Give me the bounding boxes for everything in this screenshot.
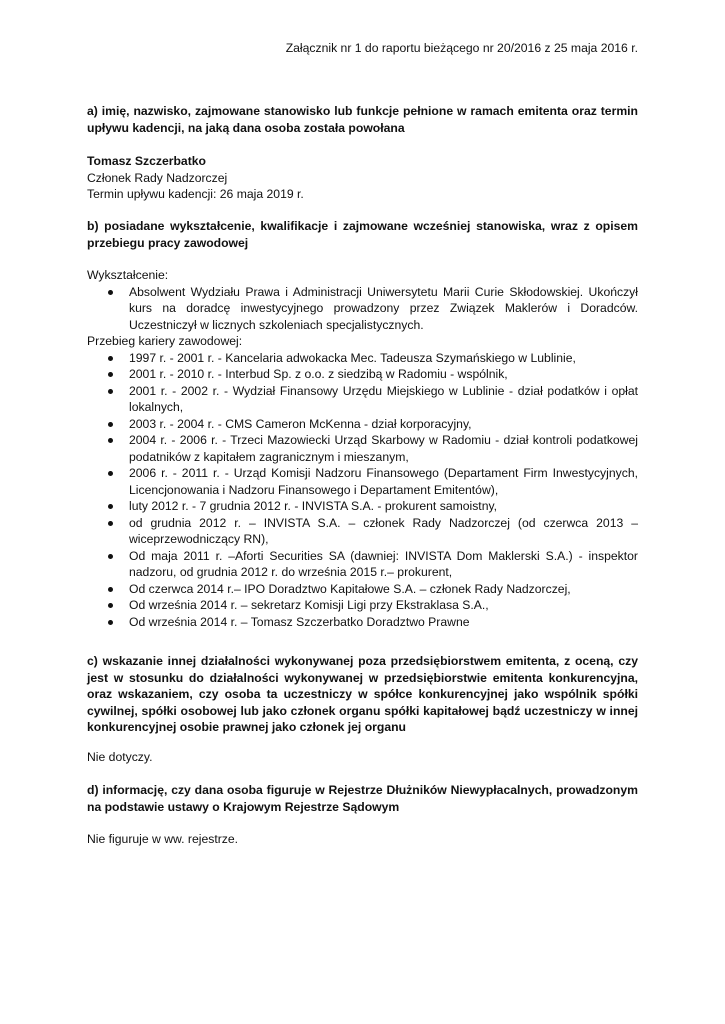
section-c-answer: Nie dotyczy. bbox=[87, 750, 153, 764]
bullet-icon bbox=[108, 372, 113, 377]
education-label: Wykształcenie: bbox=[87, 268, 169, 282]
education-list bbox=[87, 284, 638, 334]
bullet-icon bbox=[108, 356, 113, 361]
section-d-heading: d) informację, czy dana osoba figuruje w Rejestrze Dłużników Niewypłacalnych, prowadzonym na podstawie ustawy o Krajowym Rejestrze Sądowym bbox=[87, 783, 638, 814]
list-item: Od września 2014 r. – sekretarz Komisji Ligi przy Ekstraklasa S.A., bbox=[87, 597, 638, 614]
section-c bbox=[87, 653, 638, 736]
bullet-icon bbox=[108, 504, 113, 509]
person-name: Tomasz Szczerbatko bbox=[87, 154, 206, 168]
section-a-heading: a) imię, nazwisko, zajmowane stanowisko lub funkcje pełnione w ramach emitenta oraz termin upływu kadencji, na jaką dana osoba została powołana bbox=[87, 104, 638, 135]
bullet-icon bbox=[108, 603, 113, 608]
section-a-details bbox=[87, 153, 638, 203]
list-item: 2006 r. - 2011 r. - Urząd Komisji Nadzoru Finansowego (Departament Firm Inwestycyjnych, Licencjonowania i Nadzoru Finansowego i Departament Emitentów), bbox=[87, 465, 638, 498]
list-item: luty 2012 r. - 7 grudnia 2012 r. - INVISTA S.A. - prokurent samoistny, bbox=[87, 498, 638, 515]
section-c-heading: c) wskazanie innej działalności wykonywanej poza przedsiębiorstwem emitenta, z oceną, czy jest w stosunku do działalności wykonywanej w przedsiębiorstwie emitenta konkurencyjna, oraz wskazaniem, czy osoba ta uczestniczy w spółce konkurencyjnej jako wspólnik spółki cywilnej, spółki osobowej lub jako członek organu spółki kapitałowej bądź uczestniczy w innej konkurencyjnej osobie prawnej jako członek jej organu bbox=[87, 654, 638, 734]
list-item: 2001 r. - 2002 r. - Wydział Finansowy Urzędu Miejskiego w Lublinie - dział podatków i opłat lokalnych, bbox=[87, 383, 638, 416]
section-a bbox=[87, 103, 638, 136]
section-b-body bbox=[87, 267, 638, 630]
section-b-heading: b) posiadane wykształcenie, kwalifikacje i zajmowane wcześniej stanowiska, wraz z opisem przebiegu pracy zawodowej bbox=[87, 219, 638, 250]
list-item: 2003 r. - 2004 r. - CMS Cameron McKenna - dział korporacyjny, bbox=[87, 416, 638, 433]
list-item: 2004 r. - 2006 r. - Trzeci Mazowiecki Urząd Skarbowy w Radomiu - dział kontroli podatkowej podatników z kapitałem zagranicznym i mieszanym, bbox=[87, 432, 638, 465]
section-d bbox=[87, 782, 638, 815]
career-label: Przebieg kariery zawodowej: bbox=[87, 334, 243, 348]
bullet-icon bbox=[108, 554, 113, 559]
person-position: Członek Rady Nadzorczej bbox=[87, 170, 228, 185]
list-item: Absolwent Wydziału Prawa i Administracji Uniwersytetu Marii Curie Skłodowskiej. Ukończył kurs na doradcę inwestycyjnego prowadzony przez Związek Maklerów i Doradców. Uczestniczył w licznych szkoleniach specjalistycznych. bbox=[87, 284, 638, 334]
bullet-icon bbox=[108, 521, 113, 526]
bullet-icon bbox=[108, 438, 113, 443]
list-item: Od maja 2011 r. –Aforti Securities SA (dawniej: INVISTA Dom Maklerski S.A.) - inspektor nadzoru, od grudnia 2012 r. do września 2015 r.– prokurent, bbox=[87, 548, 638, 581]
section-d-answer-block bbox=[87, 831, 638, 848]
bullet-icon bbox=[108, 587, 113, 592]
list-item: 1997 r. - 2001 r. - Kancelaria adwokacka Mec. Tadeusza Szymańskiego w Lublinie, bbox=[87, 350, 638, 367]
list-item: Od czerwca 2014 r.– IPO Doradztwo Kapitałowe S.A. – członek Rady Nadzorczej, bbox=[87, 581, 638, 598]
list-item: od grudnia 2012 r. – INVISTA S.A. – członek Rady Nadzorczej (od czerwca 2013 – wiceprzewodniczący RN), bbox=[87, 515, 638, 548]
bullet-icon bbox=[108, 422, 113, 427]
attachment-note: Załącznik nr 1 do raportu bieżącego nr 20/2016 z 25 maja 2016 r. bbox=[285, 41, 638, 55]
section-b bbox=[87, 218, 638, 251]
section-d-answer: Nie figuruje w ww. rejestrze. bbox=[87, 832, 239, 846]
term-of-office: Termin upływu kadencji: 26 maja 2019 r. bbox=[87, 187, 304, 201]
bullet-icon bbox=[108, 471, 113, 476]
career-list bbox=[87, 350, 638, 631]
bullet-icon bbox=[108, 290, 113, 295]
list-item: 2001 r. - 2010 r. - Interbud Sp. z o.o. z siedzibą w Radomiu - wspólnik, bbox=[87, 366, 638, 383]
list-item: Od września 2014 r. – Tomasz Szczerbatko Doradztwo Prawne bbox=[87, 614, 638, 631]
bullet-icon bbox=[108, 620, 113, 625]
section-c-answer-block bbox=[87, 749, 638, 766]
bullet-icon bbox=[108, 389, 113, 394]
